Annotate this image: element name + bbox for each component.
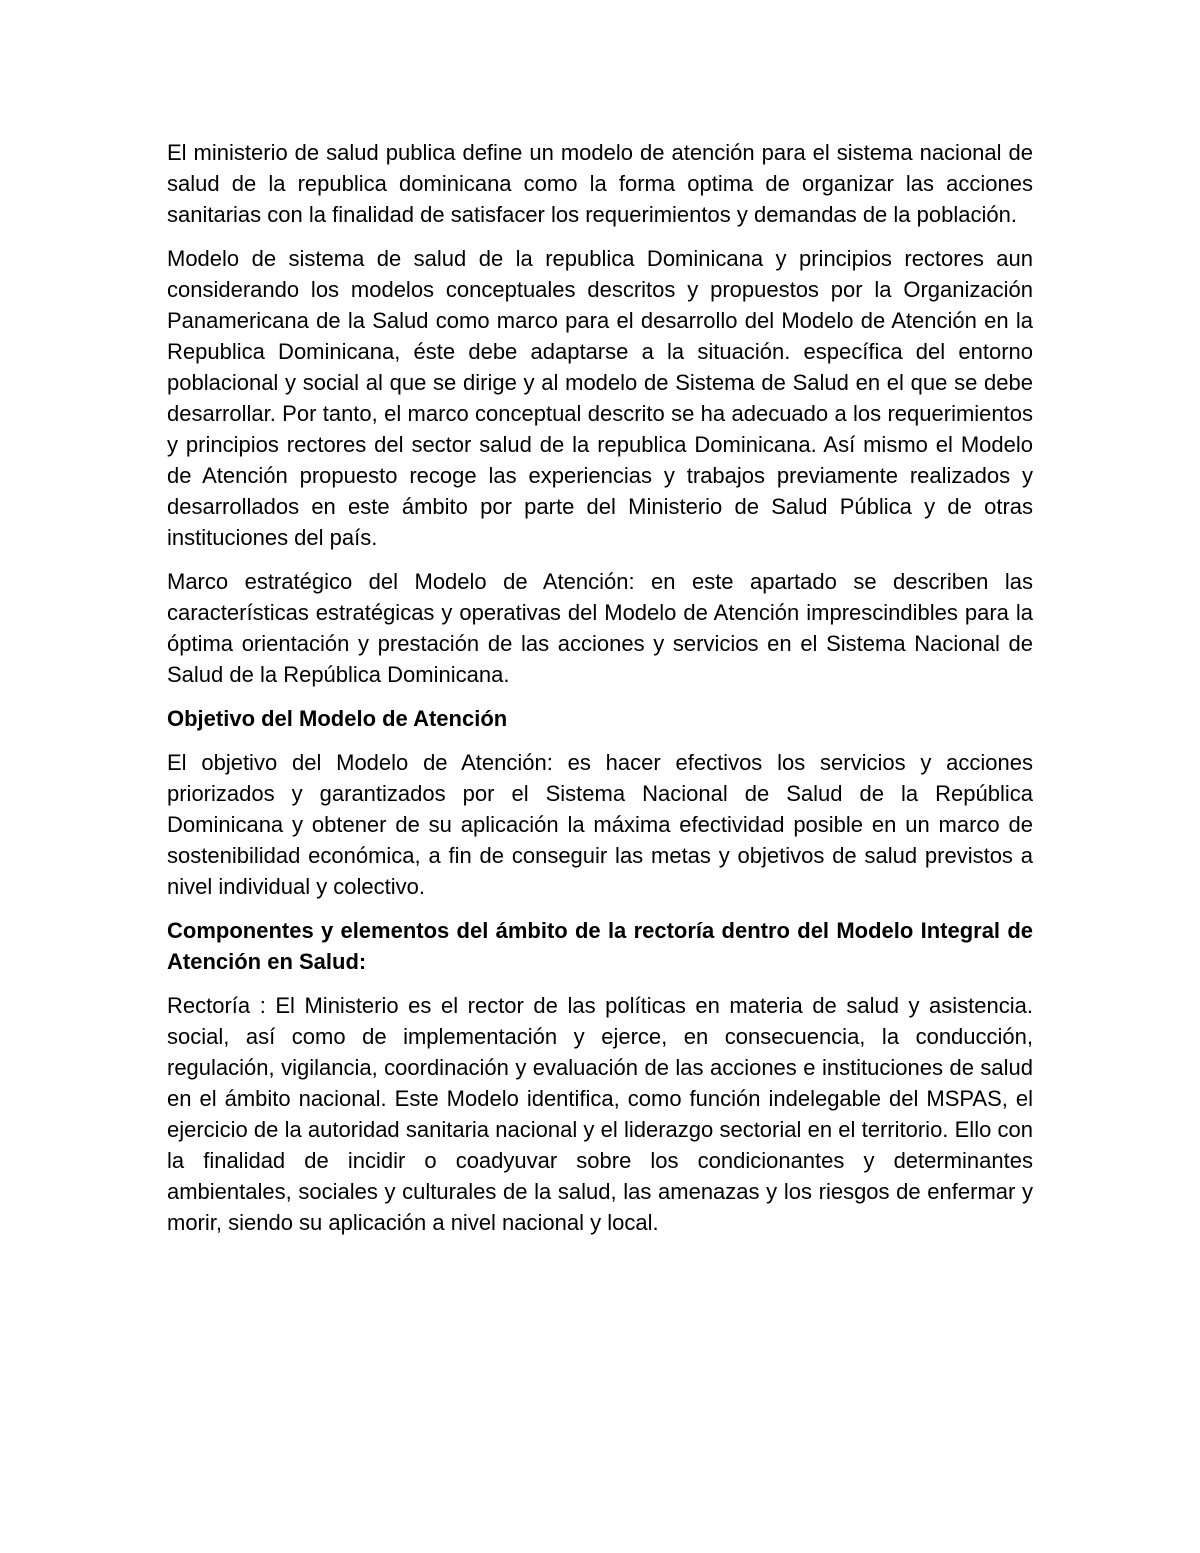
heading-components: Componentes y elementos del ámbito de la rectoría dentro del Modelo Integral de Atención en Salud: (167, 918, 1033, 974)
paragraph-objective: El objetivo del Modelo de Atención: es hacer efectivos los servicios y acciones priorizados y garantizados por el Sistema Nacional de Salud de la República Dominicana y obtener de su aplicación la máxima efectividad posible en un marco de sostenibilidad económica, a fin de conseguir las metas y objetivos de salud previstos a nivel individual y colectivo. (167, 750, 1033, 899)
paragraph-strategic-framework: Marco estratégico del Modelo de Atención: en este apartado se describen las características estratégicas y operativas del Modelo de Atención imprescindibles para la óptima orientación y prestación de las acciones y servicios en el Sistema Nacional de Salud de la República Dominicana. (167, 569, 1033, 687)
paragraph-intro: El ministerio de salud publica define un modelo de atención para el sistema nacional de salud de la republica dominicana como la forma optima de organizar las acciones sanitarias con la finalidad de satisfacer los requerimientos y demandas de la población. (167, 140, 1033, 227)
heading-objective: Objetivo del Modelo de Atención (167, 706, 508, 731)
document-page (167, 137, 1033, 1251)
paragraph-rectoria: Rectoría : El Ministerio es el rector de las políticas en materia de salud y asistencia. social, así como de implementación y ejerce, en consecuencia, la conducción, regulación, vigilancia, coordinación y evaluación de las acciones e instituciones de salud en el ámbito nacional. Este Modelo identifica, como función indelegable del MSPAS, el ejercicio de la autoridad sanitaria nacional y el liderazgo sectorial en el territorio. Ello con la finalidad de incidir o coadyuvar sobre los condicionantes y determinantes ambientales, sociales y culturales de la salud, las amenazas y los riesgos de enfermar y morir, siendo su aplicación a nivel nacional y local. (167, 993, 1033, 1235)
paragraph-model-system: Modelo de sistema de salud de la republica Dominicana y principios rectores aun considerando los modelos conceptuales descritos y propuestos por la Organización Panamericana de la Salud como marco para el desarrollo del Modelo de Atención en la Republica Dominicana, éste debe adaptarse a la situación. específica del entorno poblacional y social al que se dirige y al modelo de Sistema de Salud en el que se debe desarrollar. Por tanto, el marco conceptual descrito se ha adecuado a los requerimientos y principios rectores del sector salud de la republica Dominicana. Así mismo el Modelo de Atención propuesto recoge las experiencias y trabajos previamente realizados y desarrollados en este ámbito por parte del Ministerio de Salud Pública y de otras instituciones del país. (167, 246, 1033, 550)
